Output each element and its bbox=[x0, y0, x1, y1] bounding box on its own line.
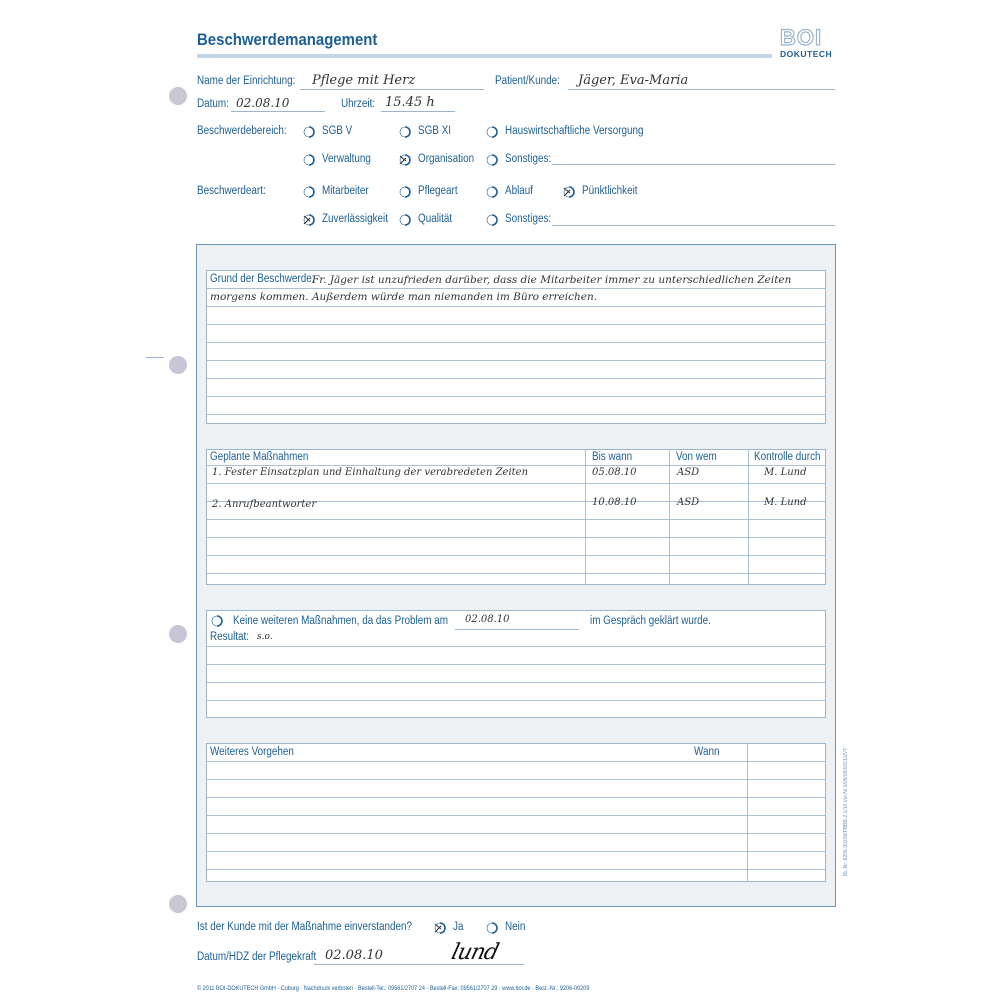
grund-text-line1: Fr. Jäger ist unzufrieden darüber, dass die Mitarbeiter immer zu unterschiedlichen Zeiten bbox=[312, 274, 792, 286]
brand-logo-top: BOI bbox=[780, 25, 823, 50]
label-sonstiges-art: Sonstiges: bbox=[505, 213, 552, 225]
resultat-value[interactable]: s.o. bbox=[257, 632, 273, 642]
table-row-1-bis[interactable]: 05.08.10 bbox=[592, 467, 637, 478]
keine-massnahmen-text: Keine weiteren Maßnahmen, da das Problem am bbox=[233, 615, 448, 627]
table-row-2-von[interactable]: ASD bbox=[677, 497, 700, 508]
punch-hole-3 bbox=[169, 625, 187, 643]
label-puenktlichkeit: Pünktlichkeit bbox=[582, 185, 638, 197]
radio-pflegeart[interactable] bbox=[399, 186, 411, 198]
label-sonstiges-bereich: Sonstiges: bbox=[505, 153, 552, 165]
weiteres-vorgehen-label: Weiteres Vorgehen bbox=[210, 746, 294, 758]
resultat-label: Resultat: bbox=[210, 631, 250, 643]
radio-sgb-v[interactable] bbox=[303, 126, 315, 138]
label-pflegeart: Pflegeart bbox=[418, 185, 458, 197]
grund-box[interactable] bbox=[206, 270, 826, 424]
patient-label: Patient/Kunde: bbox=[495, 75, 560, 87]
table-row-2-kontrolle[interactable]: M. Lund bbox=[764, 497, 807, 508]
grund-label: Grund der Beschwerde: bbox=[210, 273, 315, 285]
punch-hole-2 bbox=[169, 356, 187, 374]
grund-text-line2: morgens kommen. Außerdem würde man niemanden im Büro erreichen. bbox=[210, 291, 598, 303]
brand-logo-bottom: DOKUTECH bbox=[780, 49, 833, 59]
datum-value[interactable]: 02.08.10 bbox=[236, 96, 290, 110]
keine-massnahmen-box bbox=[206, 610, 826, 718]
page-title: Beschwerdemanagement bbox=[197, 30, 378, 49]
label-nein: Nein bbox=[505, 921, 526, 933]
radio-nein[interactable] bbox=[486, 922, 498, 934]
radio-puenktlichkeit-checked[interactable] bbox=[563, 186, 575, 198]
table-row-2-bis[interactable]: 10.08.10 bbox=[592, 497, 637, 508]
header-bis-wann: Bis wann bbox=[592, 451, 633, 463]
signature-handwritten[interactable]: lund bbox=[448, 940, 501, 965]
header-geplante-massnahmen: Geplante Maßnahmen bbox=[210, 451, 309, 463]
patient-line bbox=[568, 89, 835, 90]
radio-ja-checked[interactable] bbox=[434, 922, 446, 934]
keine-massnahmen-text2: im Gespräch geklärt wurde. bbox=[590, 615, 711, 627]
einrichtung-value[interactable]: Pflege mit Herz bbox=[312, 73, 416, 88]
signature-date[interactable]: 02.08.10 bbox=[325, 948, 383, 963]
sonstiges-art-line[interactable] bbox=[552, 225, 835, 226]
uhrzeit-line bbox=[381, 111, 455, 112]
radio-mitarbeiter[interactable] bbox=[303, 186, 315, 198]
punch-hole-4 bbox=[169, 895, 187, 913]
keine-date-line bbox=[455, 629, 579, 630]
punch-hole-1 bbox=[169, 87, 187, 105]
einrichtung-line bbox=[300, 89, 484, 90]
header-rule bbox=[197, 54, 772, 58]
label-verwaltung: Verwaltung bbox=[322, 153, 371, 165]
label-sgb-v: SGB V bbox=[322, 125, 353, 137]
label-hauswirtschaft: Hauswirtschaftliche Versorgung bbox=[505, 125, 644, 137]
patient-value[interactable]: Jäger, Eva-Maria bbox=[578, 73, 689, 88]
weiteres-vorgehen-box[interactable] bbox=[206, 743, 826, 882]
radio-verwaltung[interactable] bbox=[303, 154, 315, 166]
radio-organisation-checked[interactable] bbox=[399, 154, 411, 166]
table-row-2-massnahme[interactable]: 2. Anrufbeantworter bbox=[212, 499, 317, 510]
label-qualitaet: Qualität bbox=[418, 213, 453, 225]
datum-line bbox=[231, 111, 325, 112]
datum-label: Datum: bbox=[197, 98, 229, 110]
uhrzeit-value[interactable]: 15.45 h bbox=[385, 95, 435, 110]
label-organisation: Organisation bbox=[418, 153, 475, 165]
radio-sonstiges-art[interactable] bbox=[486, 214, 498, 226]
label-ja: Ja bbox=[453, 921, 464, 933]
table-row-1-von[interactable]: ASD bbox=[677, 467, 700, 478]
label-sgb-xi: SGB XI bbox=[418, 125, 451, 137]
table-row-1-massnahme[interactable]: 1. Fester Einsatzplan und Einhaltung der verabredeten Zeiten bbox=[212, 467, 529, 478]
brand-logo bbox=[780, 27, 840, 63]
keine-date-value[interactable]: 02.08.10 bbox=[465, 614, 510, 625]
radio-hauswirtschaft[interactable] bbox=[486, 126, 498, 138]
massnahmen-table bbox=[206, 449, 826, 585]
radio-sgb-xi[interactable] bbox=[399, 126, 411, 138]
header-von-wem: Von wem bbox=[676, 451, 717, 463]
label-mitarbeiter: Mitarbeiter bbox=[322, 185, 369, 197]
radio-zuverlaessigkeit-checked[interactable] bbox=[303, 214, 315, 226]
radio-ablauf[interactable] bbox=[486, 186, 498, 198]
label-zuverlaessigkeit: Zuverlässigkeit bbox=[322, 213, 388, 225]
radio-qualitaet[interactable] bbox=[399, 214, 411, 226]
beschwerdebereich-label: Beschwerdebereich: bbox=[197, 125, 287, 137]
wann-label: Wann bbox=[694, 746, 720, 758]
fold-mark bbox=[146, 357, 164, 358]
signature-label: Datum/HDZ der Pflegekraft bbox=[197, 951, 317, 963]
radio-keine-massnahmen[interactable] bbox=[211, 615, 223, 627]
table-row-1-kontrolle[interactable]: M. Lund bbox=[764, 467, 807, 478]
header-kontrolle-durch: Kontrolle durch bbox=[754, 451, 821, 463]
einrichtung-label: Name der Einrichtung: bbox=[197, 75, 296, 87]
beschwerdeart-label: Beschwerdeart: bbox=[197, 185, 266, 197]
einverstanden-question: Ist der Kunde mit der Maßnahme einverstanden? bbox=[197, 921, 412, 933]
radio-sonstiges-bereich[interactable] bbox=[486, 154, 498, 166]
uhrzeit-label: Uhrzeit: bbox=[341, 98, 376, 110]
side-form-number: BL-Nr. 9206-00209/FBBB-2 1/10 Ver.Nr.0/09/09/0/2/10/VT bbox=[843, 747, 849, 876]
label-ablauf: Ablauf bbox=[505, 185, 534, 197]
sonstiges-bereich-line[interactable] bbox=[552, 164, 835, 165]
footer-copyright: © 2011 BOI-DOKUTECH GmbH · Coburg · Nachdruck verboten · Bestell-Tel.: 09561/2707 24 · Bestell-Fax: 09561/2707 29 · www.boi.de · Best.-Nr.: 9206-00209 bbox=[197, 986, 590, 992]
